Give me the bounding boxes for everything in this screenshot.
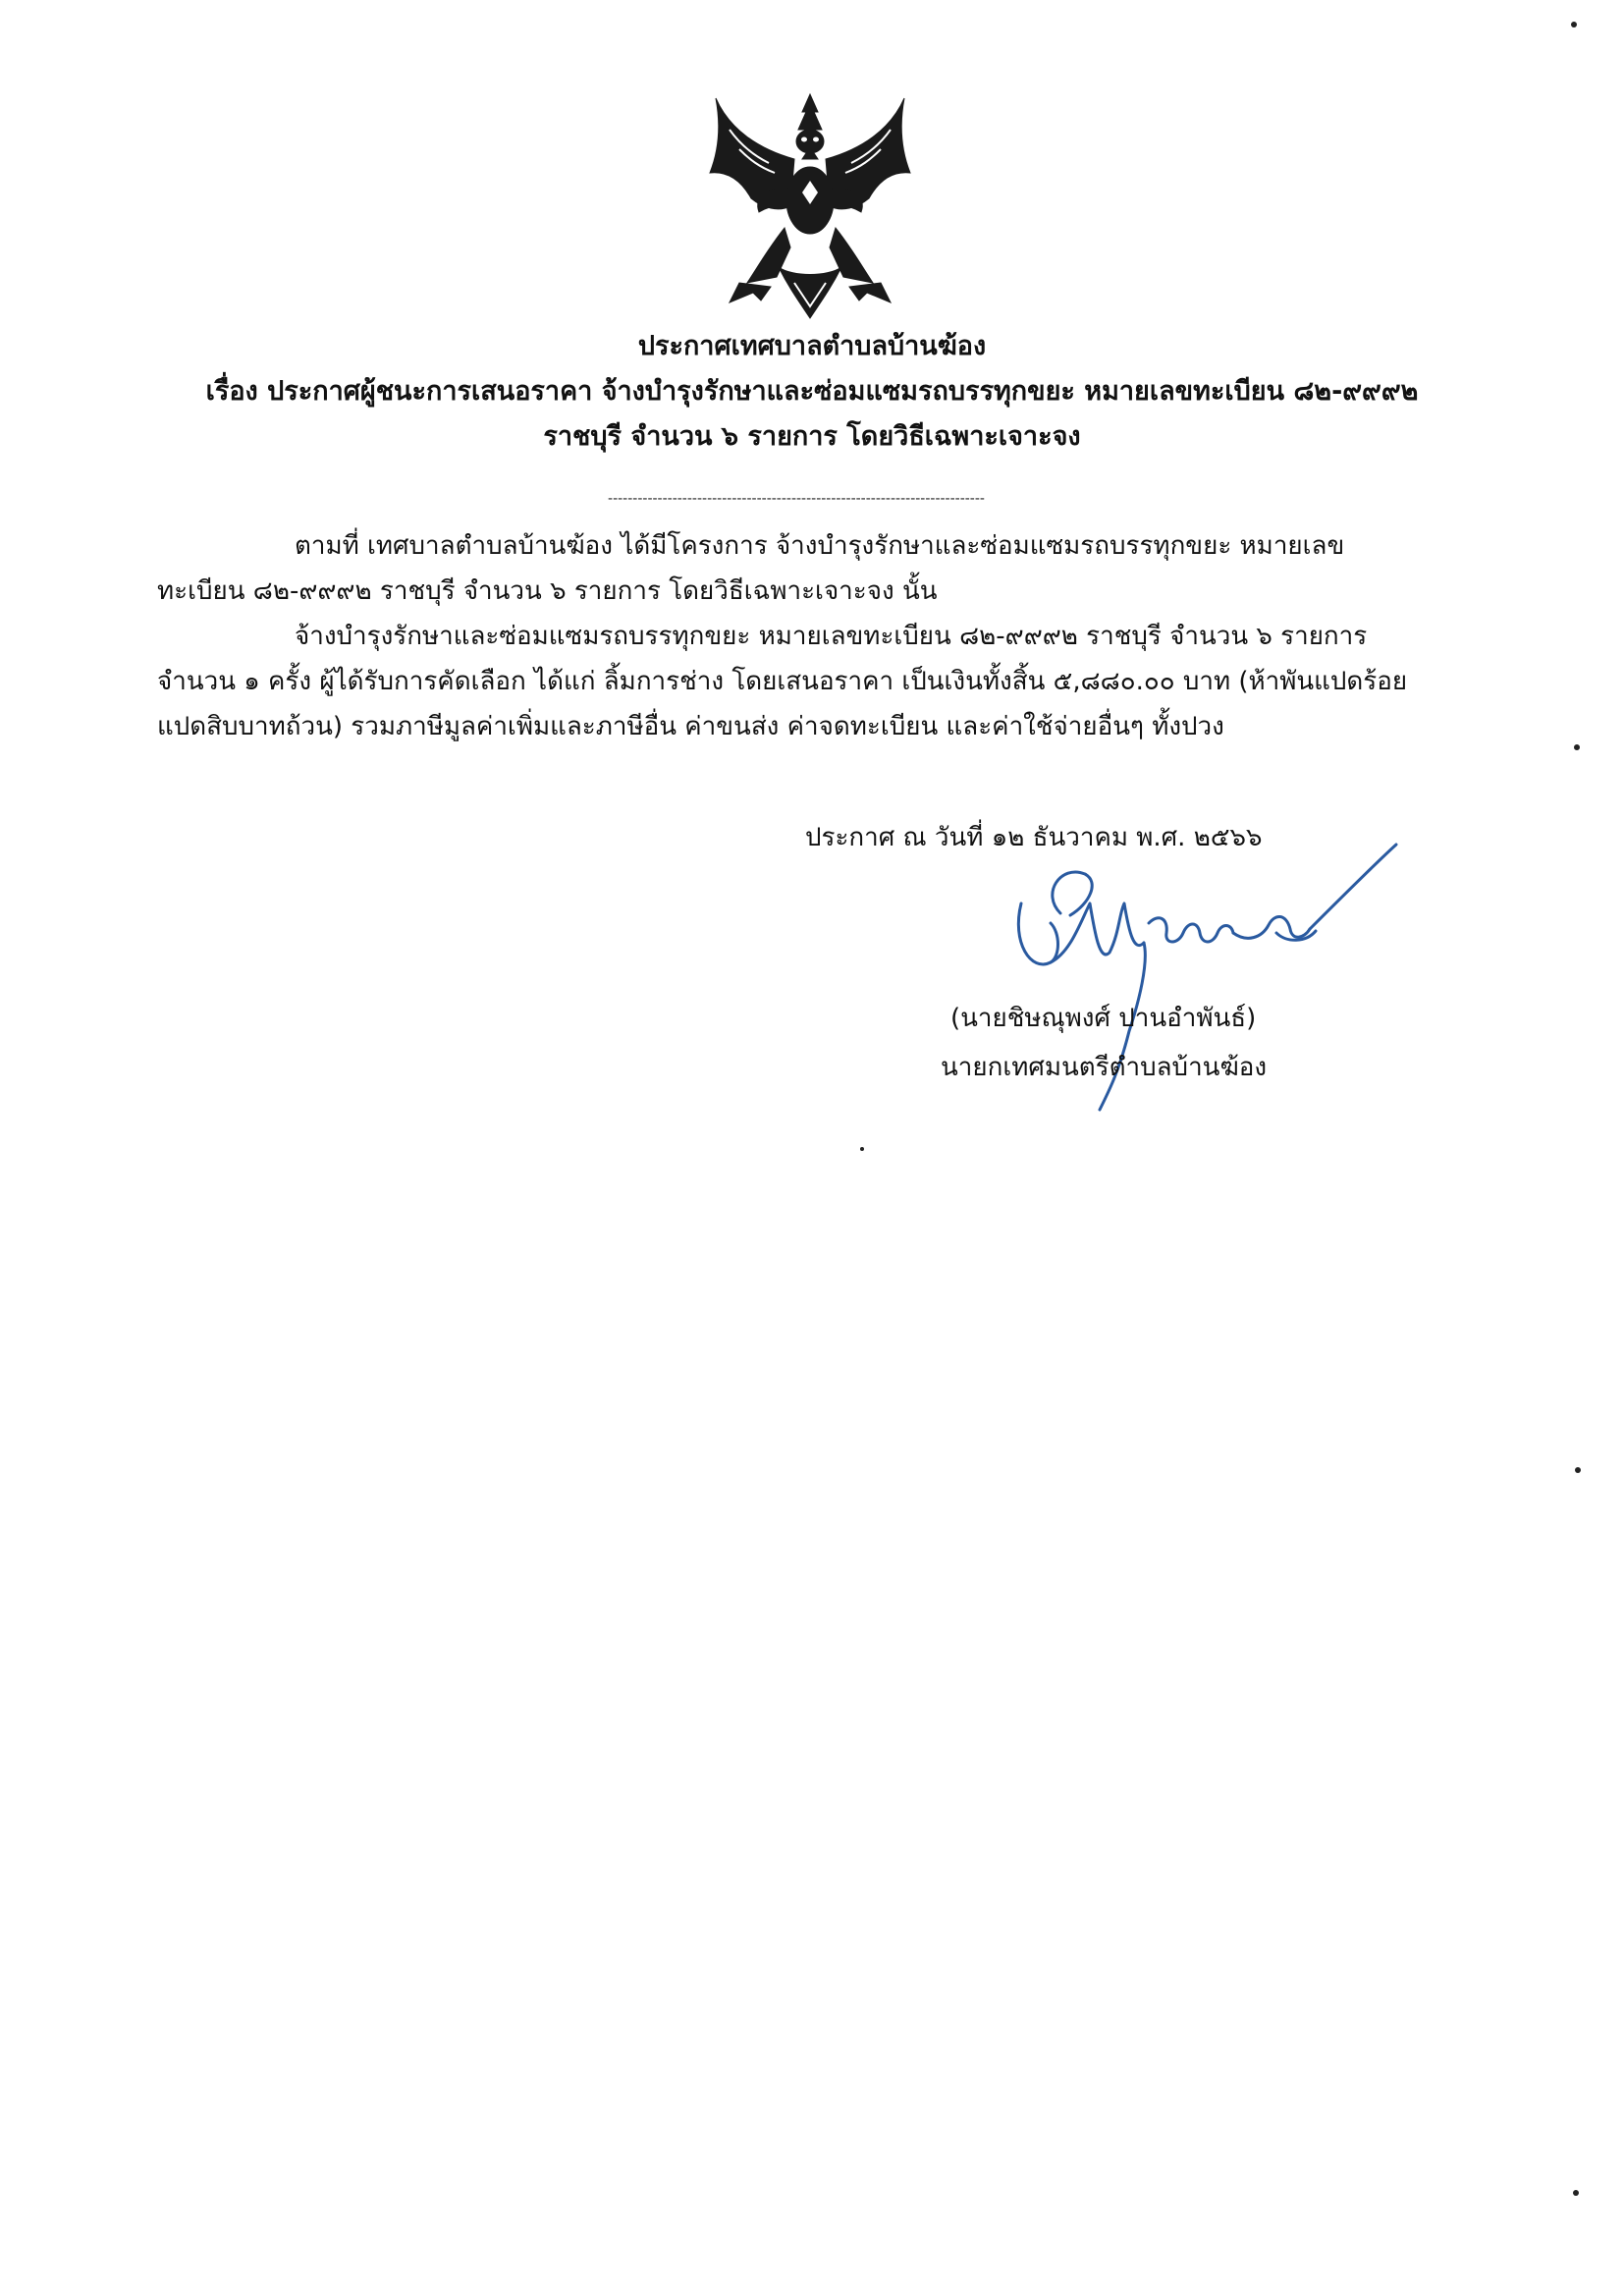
announce-date: ประกาศ ณ วันที่ ๑๒ ธันวาคม พ.ศ. ๒๕๖๖ — [805, 823, 1263, 852]
scan-speck — [1574, 744, 1580, 750]
signer-title: นายกเทศมนตรีตำบลบ้านฆ้อง — [941, 1053, 1268, 1082]
paragraph-2-line-3: แปดสิบบาทถ้วน) รวมภาษีมูลค่าเพิ่มและภาษีอื่น ค่าขนส่ง ค่าจดทะเบียน และค่าใช้จ่ายอื่นๆ ทั้งปวง — [157, 712, 1224, 741]
paragraph-2-line-1: จ้างบำรุงรักษาและซ่อมแซมรถบรรทุกขยะ หมายเลขทะเบียน ๘๒-๙๙๙๒ ราชบุรี จำนวน ๖ รายการ — [295, 622, 1368, 651]
document-body — [157, 523, 1463, 749]
scan-speck — [860, 1147, 864, 1151]
signer-name: (นายชิษณุพงศ์ ปานอำพันธ์) — [950, 1004, 1257, 1033]
paragraph-1-line-2: ทะเบียน ๘๒-๙๙๙๒ ราชบุรี จำนวน ๖ รายการ โดยวิธีเฉพาะเจาะจง นั้น — [157, 576, 938, 606]
title-line-2: เรื่อง ประกาศผู้ชนะการเสนอราคา จ้างบำรุงรักษาและซ่อมแซมรถบรรทุกขยะ หมายเลขทะเบียน ๘๒-๙๙๙๒ — [205, 376, 1419, 407]
title-line-3: ราชบุรี จำนวน ๖ รายการ โดยวิธีเฉพาะเจาะจง — [543, 421, 1081, 452]
scan-speck — [1575, 1467, 1581, 1473]
title-divider: ---------------------------------------------------------------------------- — [608, 491, 985, 507]
paragraph-2-line-2: จำนวน ๑ ครั้ง ผู้ได้รับการคัดเลือก ได้แก่ ลิ้มการช่าง โดยเสนอราคา เป็นเงินทั้งสิ้น ๕,๘๘๐.๐๐ บาท (ห้าพันแปดร้อย — [157, 667, 1408, 696]
title-line-1: ประกาศเทศบาลตำบลบ้านฆ้อง — [637, 331, 987, 361]
paragraph-1-line-1: ตามที่ เทศบาลตำบลบ้านฆ้อง ได้มีโครงการ จ้างบำรุงรักษาและซ่อมแซมรถบรรทุกขยะ หมายเลข — [295, 531, 1345, 561]
scan-speck — [1573, 2190, 1579, 2196]
garuda-emblem-icon — [700, 90, 920, 322]
document-title — [118, 324, 1506, 460]
scan-speck — [1571, 22, 1577, 27]
